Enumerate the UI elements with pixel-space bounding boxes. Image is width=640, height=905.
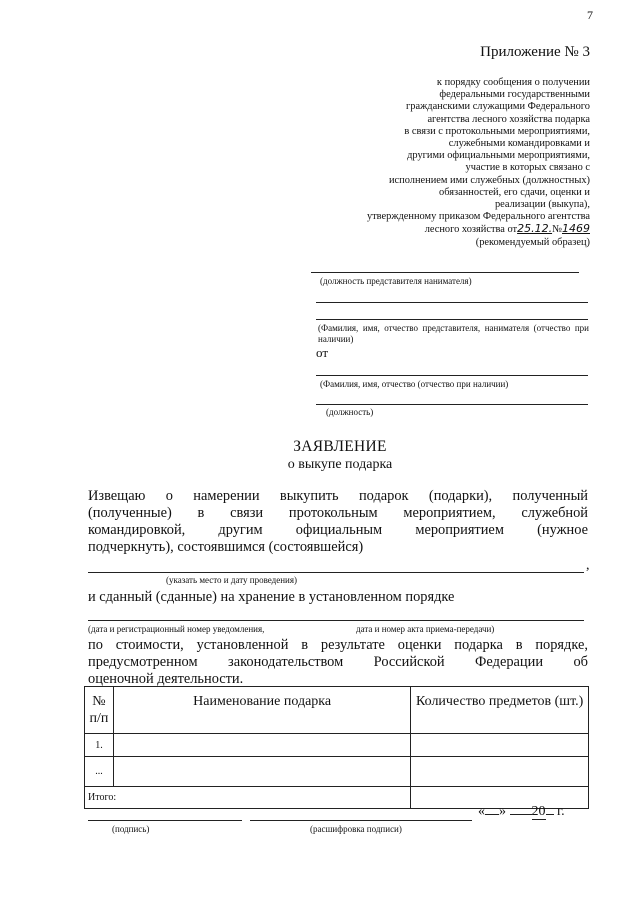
row-quantity[interactable]	[411, 734, 589, 757]
name-line-2	[316, 319, 588, 320]
date-line	[478, 804, 565, 820]
year-blank[interactable]	[546, 814, 554, 815]
appendix-line: исполнением ими служебных (должностных)	[388, 174, 590, 186]
date-open-quote: «	[478, 804, 485, 819]
gift-table	[84, 686, 589, 809]
body-line: (полученные) в связи протокольным мероприятием, служебной	[88, 505, 588, 521]
sender-position-caption: (должность)	[326, 407, 374, 417]
page-number: 7	[587, 8, 593, 22]
year-prefix: 20	[531, 804, 546, 819]
position-caption: (должность представителя нанимателя)	[320, 276, 472, 286]
year-suffix: г.	[557, 804, 565, 819]
order-date: 25.12.	[517, 222, 553, 236]
appendix-line: к порядку сообщения о получении	[436, 77, 590, 88]
position-line	[311, 272, 579, 273]
decode-caption: (расшифровка подписи)	[310, 824, 402, 834]
appendix-line: участие в которых связано с	[465, 162, 590, 174]
appendix-line: федеральными государственными	[439, 89, 590, 101]
total-label: Итого:	[85, 787, 411, 809]
name-line-1	[316, 302, 588, 303]
header-quantity: Количество предметов (шт.)	[411, 687, 589, 734]
from-label: от	[316, 345, 329, 360]
name-caption: (Фамилия, имя, отчество представителя, нанимателя (отчество при наличии)	[318, 323, 589, 344]
appendix-line: в связи с протокольными мероприятиями,	[404, 125, 590, 137]
appendix-line: агентства лесного хозяйства подарка	[427, 113, 590, 125]
order-number: 1469	[562, 222, 590, 236]
appendix-line: реализации (выкупа),	[494, 199, 590, 211]
signature-line	[88, 820, 242, 821]
body-line: оценочной деятельности.	[88, 671, 244, 687]
order-number-label: №	[552, 224, 562, 236]
sender-name-caption: (Фамилия, имя, отчество (отчество при наличии)	[320, 379, 509, 389]
appendix-title: Приложение № 3	[480, 44, 590, 60]
table-row	[85, 757, 589, 787]
date-close-quote: »	[499, 804, 506, 819]
body-line: подчеркнуть), состоявшимся (состоявшейся)	[88, 539, 364, 555]
row-gift-name[interactable]	[113, 734, 410, 757]
body-line: по стоимости, установленной в результате оценки подарка в порядке,	[88, 637, 588, 653]
appendix-block	[330, 77, 590, 249]
appendix-line: другими официальными мероприятиями,	[407, 150, 590, 162]
table-row	[85, 734, 589, 757]
month-blank[interactable]	[510, 814, 532, 815]
body-line: командировкой, другим официальным мероприятием (нужное	[88, 522, 588, 538]
header-gift-name: Наименование подарка	[113, 687, 410, 734]
appendix-line: утвержденному приказом Федерального агентства	[366, 211, 590, 223]
appendix-line: гражданскими служащими Федерального	[406, 101, 590, 113]
comma: ,	[586, 558, 590, 573]
place-date-line	[88, 572, 584, 573]
sender-position-line	[316, 404, 588, 405]
appendix-line: служебными командировками и	[448, 138, 590, 150]
signature-caption: (подпись)	[112, 824, 150, 834]
row-quantity[interactable]	[411, 757, 589, 787]
order-prefix: лесного хозяйства от	[424, 224, 518, 236]
notice-caption: (дата и регистрационный номер уведомления,	[88, 624, 265, 634]
row-gift-name[interactable]	[113, 757, 410, 787]
body-line: Извещаю о намерении выкупить подарок (подарки), полученный	[88, 488, 588, 504]
notice-line	[88, 620, 584, 621]
row-number: 1.	[85, 734, 114, 757]
document-subtitle: о выкупе подарка	[287, 457, 393, 472]
table-header-row	[85, 687, 589, 734]
row-number: ...	[85, 757, 114, 787]
order-reference	[330, 223, 590, 236]
storage-text: и сданный (сданные) на хранение в установленном порядке	[88, 589, 455, 605]
sender-name-line	[316, 375, 588, 376]
header-number: № п/п	[85, 687, 114, 734]
sample-note: (рекомендуемый образец)	[475, 236, 590, 248]
body-line: предусмотренном законодательством Российской Федерации об	[88, 654, 588, 670]
act-caption: дата и номер акта приема-передачи)	[356, 624, 495, 634]
appendix-line: обязанностей, его сдачи, оценки и	[439, 186, 590, 198]
place-date-caption: (указать место и дату проведения)	[166, 575, 298, 585]
decode-line	[250, 820, 472, 821]
day-blank[interactable]	[485, 814, 499, 815]
document-title: ЗАЯВЛЕНИЕ	[293, 438, 387, 455]
